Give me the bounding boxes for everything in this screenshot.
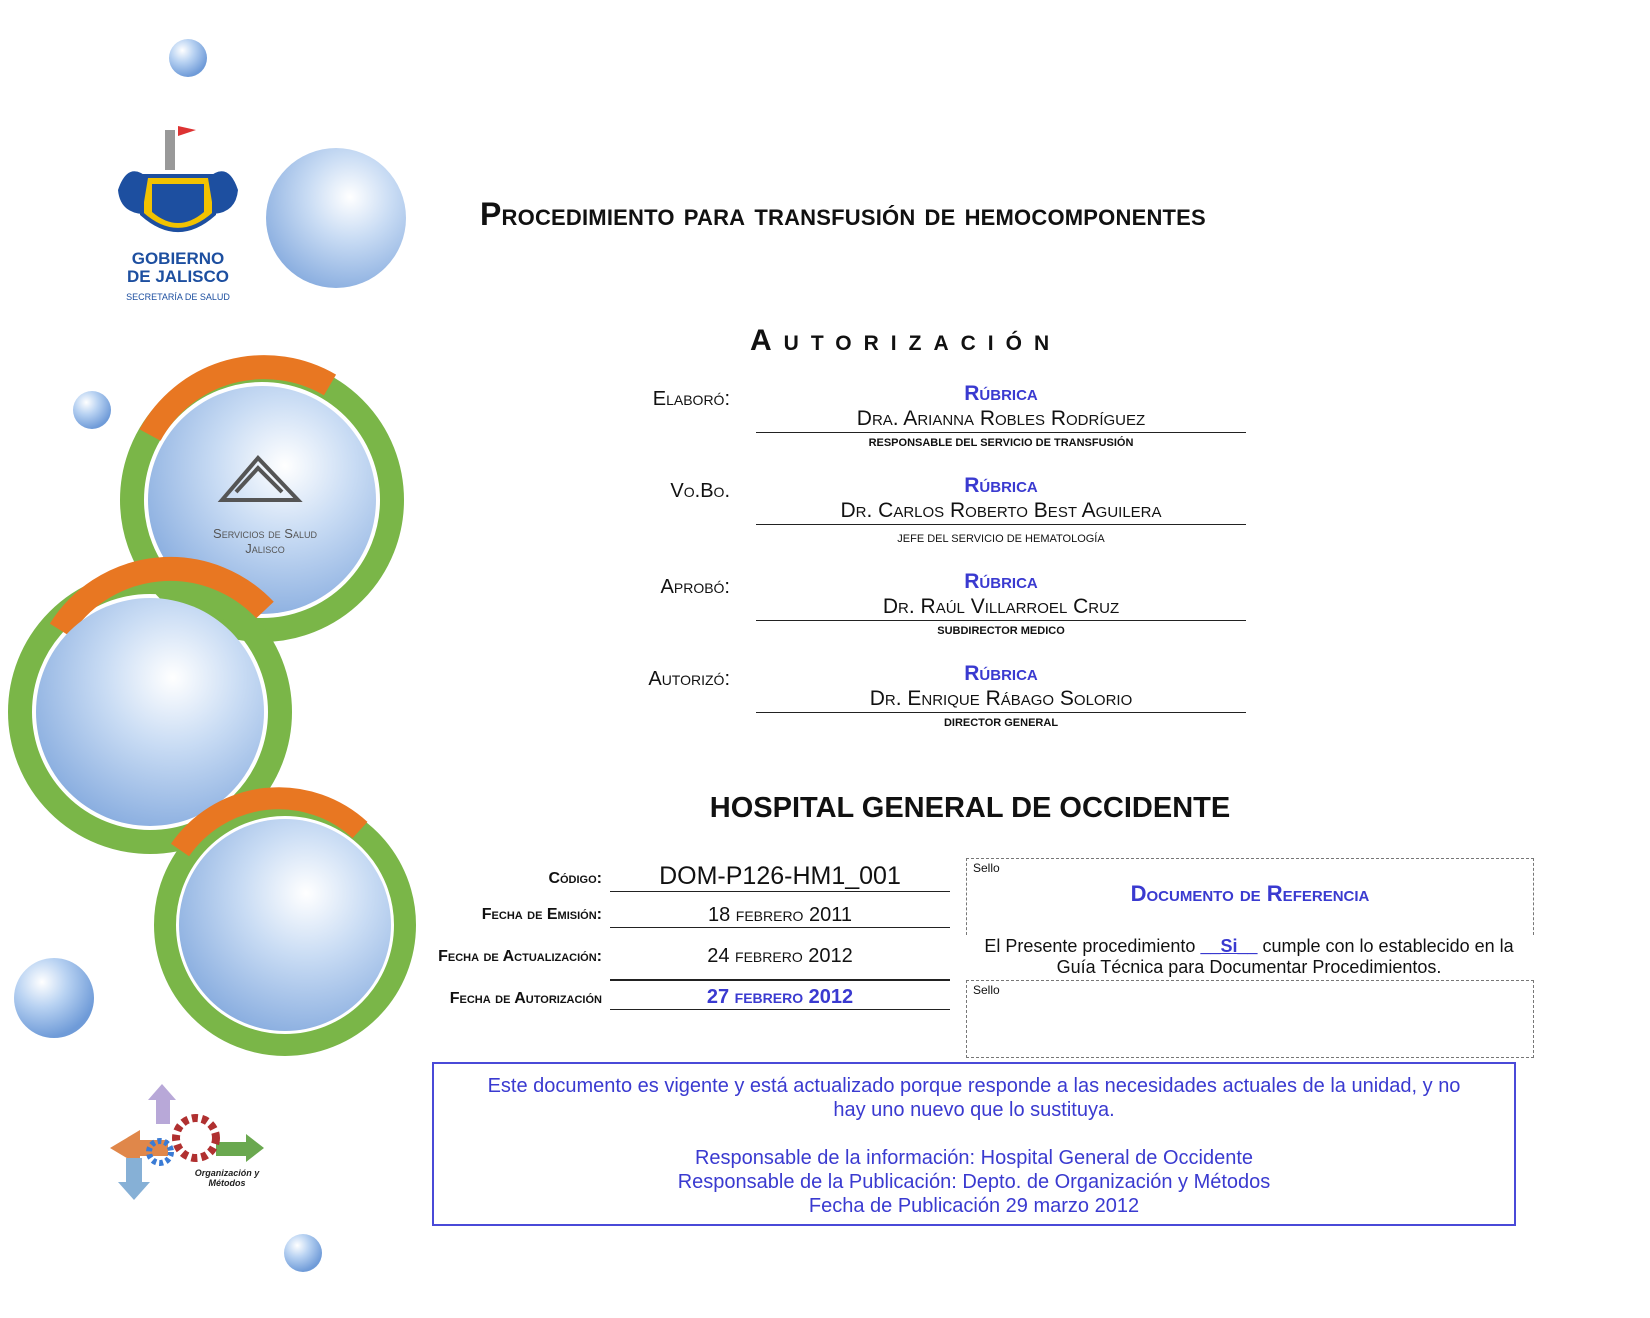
codigo-label: Código: [548, 870, 602, 887]
autorizacion-top-rule [610, 980, 950, 981]
actualizacion-label: Fecha de Actualización: [438, 948, 602, 965]
signer-name: Dr. Carlos Roberto Best Aguilera [756, 498, 1246, 525]
notice-line1: Este documento es vigente y está actualizado porque responde a las necesidades actuales de la unidad, y no hay uno nuevo que lo sustituya. [487, 1075, 1461, 1121]
rubrica: Rúbrica [964, 662, 1038, 685]
ssj-logo-text [190, 526, 340, 556]
rubrica: Rúbrica [964, 474, 1038, 497]
role-autorizo: Autorizó: [648, 668, 730, 690]
sello-label: Sello [973, 861, 1000, 875]
si-value: __Si__ [1200, 936, 1258, 956]
bubble [266, 148, 406, 288]
actualizacion-value: 24 febrero 2012 [610, 945, 950, 980]
notice-line2: Responsable de la información: Hospital General de Occidente [694, 1147, 1254, 1169]
signature-block [756, 382, 1246, 449]
jalisco-line2: DE JALISCO [126, 267, 230, 286]
signer-name: Dr. Raúl Villarroel Cruz [756, 594, 1246, 621]
bubble [169, 39, 207, 77]
signer-name: Dra. Arianna Robles Rodríguez [756, 406, 1246, 433]
signer-position: JEFE DEL SERVICIO DE HEMATOLOGÍA [897, 533, 1105, 545]
validity-notice [432, 1062, 1516, 1226]
om-line2: Métodos [208, 1178, 246, 1188]
signer-position: RESPONSABLE DEL SERVICIO DE TRANSFUSIÓN [868, 437, 1134, 449]
notice-line4: Fecha de Publicación 29 marzo 2012 [808, 1195, 1140, 1217]
ssj-line1: Servicios de Salud [213, 526, 317, 541]
om-line1: Organización y [194, 1168, 260, 1178]
role-vobo: Vo.Bo. [670, 480, 730, 502]
decorative-background [0, 0, 420, 1318]
signer-position: SUBDIRECTOR MEDICO [937, 625, 1065, 637]
gear-icon [176, 1118, 216, 1158]
rubrica: Rúbrica [964, 382, 1038, 405]
sello-box-empty [966, 980, 1534, 1058]
autorizacion-label: Fecha de Autorización [449, 990, 602, 1007]
emision-label: Fecha de Emisión: [481, 906, 602, 923]
om-logo-text [172, 1168, 282, 1188]
reference-text-before: El Presente procedimiento [984, 936, 1201, 956]
role-aprobo: Aprobó: [660, 576, 730, 598]
notice-line3: Responsable de la Publicación: Depto. de Organización y Métodos [677, 1171, 1271, 1193]
bubble [73, 391, 111, 429]
sello-label: Sello [973, 983, 1000, 997]
jalisco-line1: GOBIERNO [131, 249, 225, 268]
ssj-line2: Jalisco [245, 541, 285, 556]
reference-title: Documento de Referencia [1130, 881, 1370, 906]
jalisco-logo-text [118, 250, 238, 302]
signature-block [756, 570, 1246, 637]
authorization-heading: Autorización [750, 324, 1062, 357]
reference-statement [966, 936, 1532, 978]
sello-box-reference [966, 858, 1534, 935]
jalisco-sub: SECRETARÍA DE SALUD [126, 292, 230, 302]
rubrica: Rúbrica [964, 570, 1038, 593]
codigo-value: DOM-P126-HM1_001 [610, 862, 950, 892]
autorizacion-value: 27 febrero 2012 [610, 986, 950, 1010]
signer-position: DIRECTOR GENERAL [943, 717, 1059, 729]
role-elaboro: Elaboró: [652, 388, 730, 410]
hospital-name: HOSPITAL GENERAL DE OCCIDENTE [709, 792, 1231, 824]
emision-value: 18 febrero 2011 [610, 904, 950, 928]
signature-block [756, 662, 1246, 729]
bubble [14, 958, 94, 1038]
reference-text-after: cumple con lo establecido en la Guía Técnica para Documentar Procedimientos. [1056, 936, 1514, 977]
document-title: Procedimiento para transfusión de hemocomponentes [480, 196, 1206, 232]
bubble [284, 1234, 322, 1272]
signature-block [756, 474, 1246, 545]
signer-name: Dr. Enrique Rábago Solorio [756, 686, 1246, 713]
